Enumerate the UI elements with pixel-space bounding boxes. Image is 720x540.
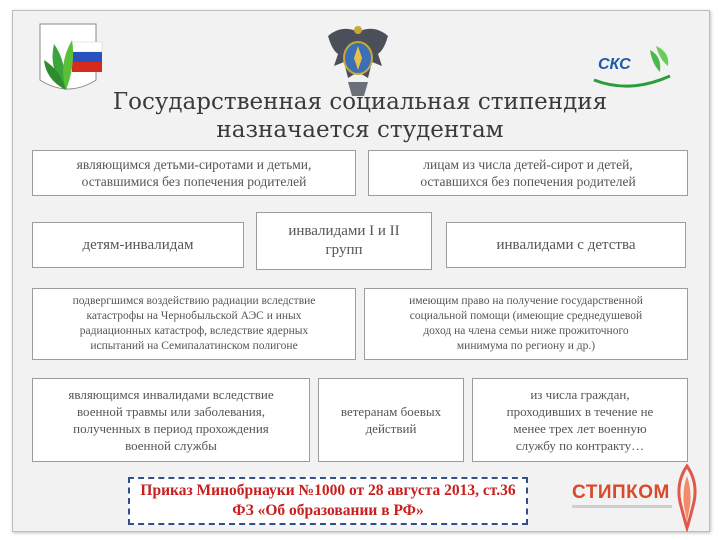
box-veterans-line-1: ветеранам боевых (340, 404, 442, 419)
box-former-orphans-line-1: лицам из числа детей-сирот и детей, (423, 157, 633, 172)
box-social-aid-line-3: доход на члена семьи ниже прожиточного (423, 325, 629, 337)
page-title (110, 88, 610, 144)
box-disabled-children (32, 222, 244, 268)
stipkom-emblem (670, 462, 704, 532)
skc-logo-text: СКС (598, 56, 631, 73)
box-disabled-groups-line-1: инвалидами I и II (288, 223, 400, 239)
box-radiation-line-1: подвергшимся воздействию радиации вследствие (72, 295, 316, 307)
box-contract-service-line-3: менее трех лет военную (513, 421, 647, 436)
box-military-trauma-line-3: полученных в период прохождения (73, 421, 269, 436)
box-military-trauma-line-2: военной травмы или заболевания, (77, 404, 265, 419)
box-contract-service-line-1: из числа граждан, (530, 387, 630, 402)
box-radiation-line-2: катастрофы на Чернобыльской АЭС и иных (86, 310, 302, 322)
box-former-orphans-line-2: оставшихся без попечения родителей (420, 174, 636, 189)
box-disabled-childhood-line-1: инвалидами с детства (496, 237, 636, 253)
box-former-orphans (368, 150, 688, 196)
box-orphans-line-2: оставшимися без попечения родителей (81, 174, 307, 189)
box-military-trauma (32, 378, 310, 462)
box-radiation-line-3: радиационных катастроф, вследствие ядерных (79, 325, 309, 337)
union-logo (36, 20, 108, 100)
box-military-trauma-line-4: военной службы (125, 438, 217, 453)
title-line-2: назначается студентам (216, 117, 504, 143)
box-contract-service-line-4: службу по контракту… (515, 438, 645, 453)
banner-line-1: Приказ Минобрнауки №1000 от 28 августа 2013, ст.36 (140, 482, 516, 499)
box-contract-service (472, 378, 688, 462)
legal-reference-banner (128, 477, 528, 525)
box-social-aid (364, 288, 688, 360)
box-disabled-groups (256, 212, 432, 270)
box-disabled-childhood (446, 222, 686, 268)
box-orphans (32, 150, 356, 196)
box-radiation (32, 288, 356, 360)
box-social-aid-line-4: минимума по региону и др.) (456, 340, 596, 352)
banner-line-2: ФЗ «Об образовании в РФ» (232, 502, 424, 519)
stipkom-logo-subline (572, 505, 672, 508)
box-contract-service-line-2: проходивших в течение не (506, 404, 654, 419)
box-disabled-groups-line-2: групп (325, 242, 363, 258)
box-social-aid-line-1: имеющим право на получение государственной (409, 295, 643, 307)
box-veterans (318, 378, 464, 462)
box-disabled-children-line-1: детям-инвалидам (82, 237, 194, 253)
stipkom-logo-text: СТИПКОМ (572, 482, 670, 503)
box-military-trauma-line-1: являющимся инвалидами вследствие (68, 387, 274, 402)
box-veterans-line-2: действий (365, 421, 417, 436)
box-radiation-line-4: испытаний на Семипалатинском полигоне (90, 340, 298, 352)
box-orphans-line-1: являющимся детьми-сиротами и детьми, (76, 157, 312, 172)
box-social-aid-line-2: социальной помощи (имеющие среднедушевой (409, 310, 643, 322)
title-line-1: Государственная социальная стипендия (112, 89, 608, 115)
